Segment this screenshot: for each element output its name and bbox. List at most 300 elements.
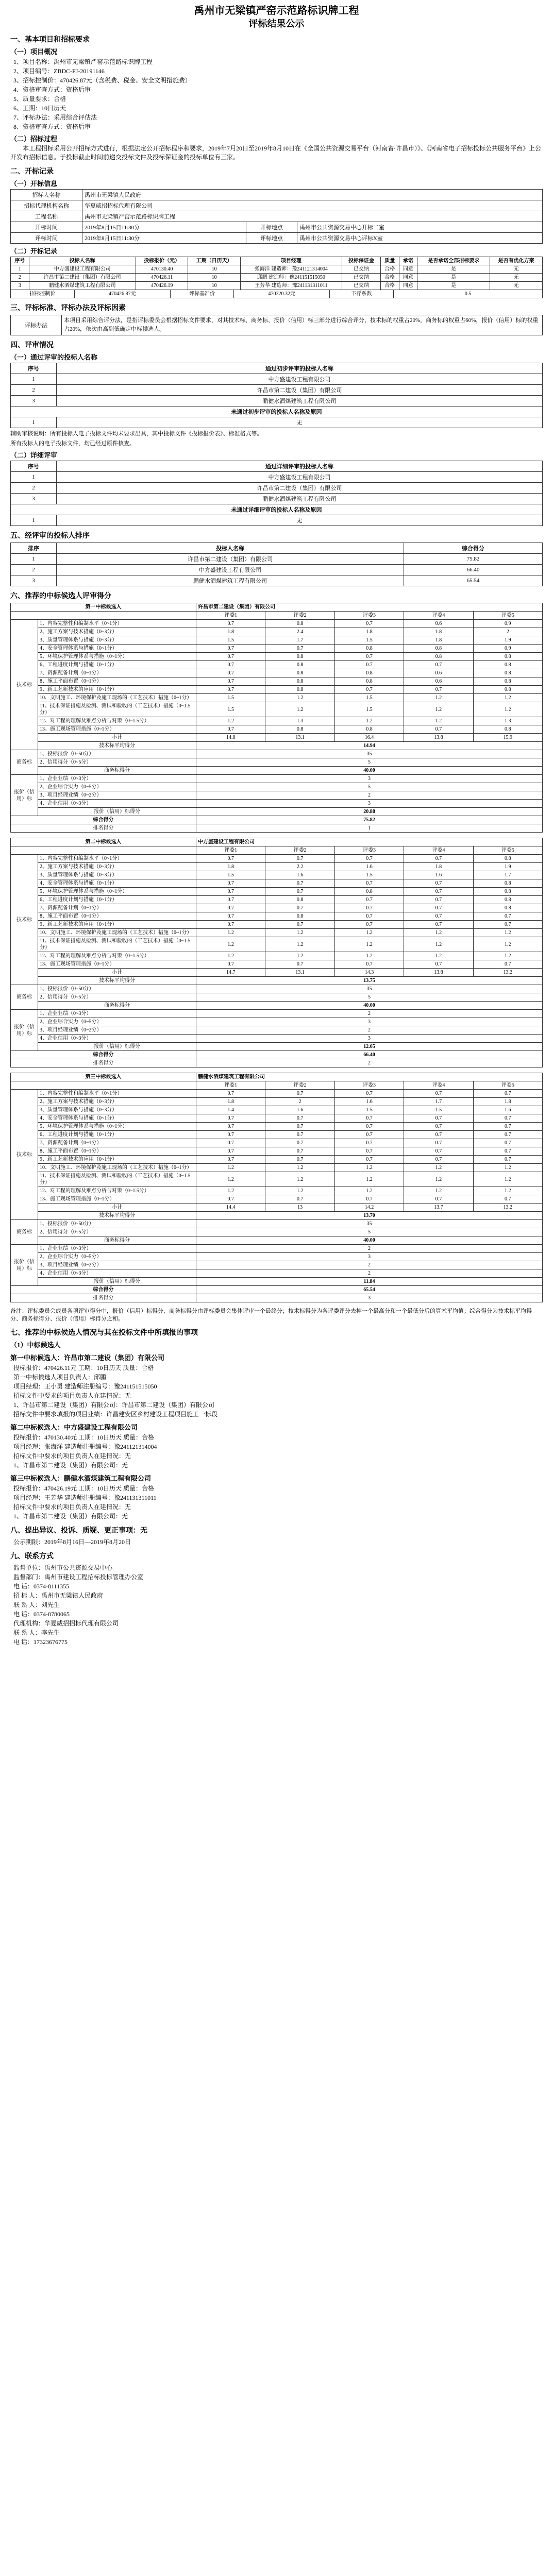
col-header: 通过初步评审的投标人名称 bbox=[57, 363, 543, 374]
score-cell: 0.7 bbox=[196, 921, 265, 929]
table-cell: 鹏健水酒煤建筑工程有限公司 bbox=[29, 282, 136, 290]
score-cell: 0.7 bbox=[196, 669, 265, 677]
judge-col-header: 评委5 bbox=[473, 1081, 542, 1090]
tech-total-label: 技术标平均得分 bbox=[38, 977, 196, 985]
candidate-title: 第三中标候选人：鹏健水酒煤建筑工程有限公司 bbox=[10, 1475, 152, 1482]
benchmark-price-label: 评标基准价 bbox=[170, 290, 234, 298]
tech-total-label: 技术标平均得分 bbox=[38, 1212, 196, 1220]
score-cell: 0.7 bbox=[404, 1131, 473, 1139]
score-cell: 0.7 bbox=[404, 960, 473, 969]
blank-cell bbox=[11, 846, 196, 855]
score-row bbox=[11, 1147, 543, 1156]
score-cell: 1.2 bbox=[404, 717, 473, 725]
score-cell: 0.7 bbox=[265, 1195, 334, 1204]
rank-value: 3 bbox=[196, 1294, 543, 1302]
score-cell: 1.2 bbox=[404, 694, 473, 702]
col-header: 投标报价（元） bbox=[136, 257, 188, 265]
score-cell: 0.7 bbox=[404, 879, 473, 888]
evaluation-method-table bbox=[10, 315, 543, 335]
score-cell: 1.2 bbox=[473, 694, 542, 702]
score-cell: 0.7 bbox=[404, 912, 473, 921]
score-cell: 0.7 bbox=[334, 904, 404, 912]
table-cell: 无 bbox=[490, 282, 543, 290]
table-cell: 3 bbox=[11, 494, 57, 504]
score-row bbox=[11, 1010, 543, 1018]
criterion-label: 2、信用得分（0~5分） bbox=[38, 1228, 196, 1236]
score-cell: 0.7 bbox=[265, 645, 334, 653]
criterion-label: 7、资源配备计划（0~1分） bbox=[38, 669, 196, 677]
blank-cell bbox=[11, 612, 196, 620]
score-cell: 1.2 bbox=[404, 952, 473, 960]
score-row bbox=[11, 636, 543, 645]
score-cell: 2 bbox=[196, 1010, 543, 1018]
score-cell: 0.9 bbox=[473, 620, 542, 628]
score-row bbox=[11, 702, 543, 717]
table-cell: 1 bbox=[11, 472, 57, 483]
score-cell: 1.2 bbox=[265, 952, 334, 960]
score-cell: 1.6 bbox=[265, 1106, 334, 1114]
criterion-label: 2、信用得分（0~5分） bbox=[38, 993, 196, 1002]
opening-info-table bbox=[10, 189, 543, 244]
overview-line: 6、工期：10日历天 bbox=[13, 105, 66, 112]
table-cell: 邱鹏 建造师：豫241151515050 bbox=[240, 274, 342, 282]
tech-total-value: 13.70 bbox=[196, 1212, 543, 1220]
score-row bbox=[11, 1156, 543, 1164]
criterion-label: 2、信用得分（0~5分） bbox=[38, 758, 196, 767]
candidate-rank-label: 第二中标候选人 bbox=[11, 838, 196, 846]
criterion-label: 1、投标报价（0~50分） bbox=[38, 1220, 196, 1228]
info-value: 禹州市无梁镇严窑示范路标识牌工程 bbox=[82, 211, 543, 222]
score-cell: 1.7 bbox=[265, 636, 334, 645]
score-cell: 0.8 bbox=[404, 653, 473, 661]
table-cell: 无 bbox=[490, 274, 543, 282]
score-cell: 1.5 bbox=[334, 871, 404, 879]
score-cell: 0.7 bbox=[196, 855, 265, 863]
score-cell: 0.7 bbox=[196, 1090, 265, 1098]
score-cell: 0.7 bbox=[404, 904, 473, 912]
score-cell: 0.7 bbox=[404, 1147, 473, 1156]
col-header: 质量 bbox=[380, 257, 399, 265]
criterion-label: 6、工程进度计划与措施（0~1分） bbox=[38, 661, 196, 669]
score-row bbox=[11, 879, 543, 888]
score-cell: 1.2 bbox=[473, 1187, 542, 1195]
score-cell: 0.7 bbox=[404, 1114, 473, 1123]
score-row bbox=[11, 1261, 543, 1269]
criterion-label: 2、企业综合实力（0~5分） bbox=[38, 1018, 196, 1026]
score-cell: 0.8 bbox=[265, 912, 334, 921]
score-cell: 1.2 bbox=[404, 1187, 473, 1195]
score-cell: 0.7 bbox=[334, 855, 404, 863]
table-cell: 王芳华 建造师：豫241131311011 bbox=[240, 282, 342, 290]
score-cell: 1.3 bbox=[265, 717, 334, 725]
score-cell: 1.2 bbox=[404, 1164, 473, 1172]
score-cell: 0.7 bbox=[404, 661, 473, 669]
judge-col-header: 评委3 bbox=[334, 846, 404, 855]
criterion-label: 3、质量管理体系与措施（0~3分） bbox=[38, 871, 196, 879]
score-cell: 1.5 bbox=[334, 636, 404, 645]
col-header: 投标人名称 bbox=[57, 543, 404, 554]
table-cell: 66.40 bbox=[404, 565, 543, 575]
table-cell: 470426.19 bbox=[136, 282, 188, 290]
score-cell: 0.7 bbox=[265, 1147, 334, 1156]
info-label: 开标时间 bbox=[11, 222, 82, 233]
subtotal-cell: 15.9 bbox=[473, 734, 542, 742]
score-row bbox=[11, 952, 543, 960]
score-cell: 0.7 bbox=[196, 677, 265, 686]
score-cell: 35 bbox=[196, 750, 543, 758]
score-cell: 2 bbox=[196, 791, 543, 800]
score-cell: 1.2 bbox=[473, 952, 542, 960]
score-cell: 0.7 bbox=[265, 1114, 334, 1123]
candidate-detail-line: 第一中标候选人项目负责人：邱鹏 bbox=[13, 1374, 107, 1381]
score-cell: 1.2 bbox=[196, 1172, 265, 1187]
credit-total-value: 11.84 bbox=[196, 1278, 543, 1286]
criterion-label: 11、技术保证措施及检测、测试和验收的（工艺技术）措施（0~1.5分） bbox=[38, 937, 196, 952]
score-cell: 1.2 bbox=[334, 1164, 404, 1172]
score-cell: 0.7 bbox=[196, 645, 265, 653]
criterion-label: 3、质量管理体系与措施（0~3分） bbox=[38, 1106, 196, 1114]
contact-line: 联 系 人：李先生 bbox=[13, 1629, 60, 1636]
score-cell: 0.8 bbox=[404, 645, 473, 653]
score-cell: 1.6 bbox=[404, 871, 473, 879]
score-cell: 0.7 bbox=[473, 1139, 542, 1147]
score-cell: 1.2 bbox=[334, 952, 404, 960]
candidate-1-detail bbox=[10, 1352, 543, 1419]
candidate-detail-line: 招标文件中要求的项目负责人在建情况：无 bbox=[13, 1392, 131, 1399]
table-cell: 1 bbox=[11, 554, 57, 565]
biz-total-value: 40.00 bbox=[196, 1236, 543, 1245]
score-footnote: 备注：评标委员会成员各项评审得分中，报价（信用）标得分、商务标得分由评标委员会集体评审一个最终分；技术标得分为各评委评分去掉一个最高分和一个最低分后的算术平均值；综合得分为技术标平均得分、商务标得分、报价（信用）标得分之和。 bbox=[10, 1308, 532, 1322]
score-cell: 0.7 bbox=[334, 1131, 404, 1139]
rank-value: 1 bbox=[196, 824, 543, 833]
biz-total-label: 商务标得分 bbox=[38, 1002, 196, 1010]
criterion-label: 8、施工平面布置（0~1分） bbox=[38, 1147, 196, 1156]
contact-line: 电 话：0374-8780065 bbox=[13, 1611, 70, 1618]
score-cell: 0.7 bbox=[196, 1195, 265, 1204]
score-cell: 0.7 bbox=[404, 888, 473, 896]
score-row bbox=[11, 758, 543, 767]
table-cell: 中方盛建设工程有限公司 bbox=[29, 265, 136, 274]
score-cell: 2 bbox=[196, 1245, 543, 1253]
contact-line: 代理机构：华夏威招招标代理有限公司 bbox=[13, 1620, 119, 1627]
table-cell: 2 bbox=[11, 274, 29, 282]
score-cell: 0.7 bbox=[196, 1156, 265, 1164]
score-cell: 0.7 bbox=[473, 1090, 542, 1098]
table-row bbox=[11, 554, 543, 565]
criterion-label: 4、安全管理体系与措施（0~1分） bbox=[38, 645, 196, 653]
score-row bbox=[11, 855, 543, 863]
section-heading: 二、开标记录 bbox=[10, 168, 54, 176]
score-cell: 5 bbox=[196, 993, 543, 1002]
score-row bbox=[11, 937, 543, 952]
candidate-detail-line: 投标报价：470130.40元 工期：10日历天 质量：合格 bbox=[13, 1434, 155, 1441]
score-cell: 1.2 bbox=[265, 694, 334, 702]
table-cell: 已交纳 bbox=[342, 282, 380, 290]
score-cell: 0.8 bbox=[473, 855, 542, 863]
col-header: 投标人名称 bbox=[29, 257, 136, 265]
overview-line: 3、招标控制价：470426.87元（含税费、税金、安全文明措施费） bbox=[13, 77, 192, 84]
subtotal-cell: 14.8 bbox=[196, 734, 265, 742]
score-cell: 1.2 bbox=[334, 937, 404, 952]
biz-total-value: 40.00 bbox=[196, 767, 543, 775]
criterion-label: 3、项目经理业绩（0~2分） bbox=[38, 1261, 196, 1269]
score-cell: 1.2 bbox=[265, 702, 334, 717]
table-cell: 1 bbox=[11, 417, 57, 428]
control-price-label: 招标控制价 bbox=[11, 290, 75, 298]
score-cell: 0.8 bbox=[473, 669, 542, 677]
subsection-heading: （一）开标信息 bbox=[10, 180, 58, 188]
score-cell: 1.5 bbox=[196, 636, 265, 645]
table-cell: 同意 bbox=[399, 265, 417, 274]
judge-col-header: 评委3 bbox=[334, 1081, 404, 1090]
score-cell: 1.8 bbox=[404, 636, 473, 645]
score-row bbox=[11, 921, 543, 929]
candidate-rank-label: 第三中标候选人 bbox=[11, 1073, 196, 1081]
table-row bbox=[11, 282, 543, 290]
subsection-heading: （一）通过评审的投标人名称 bbox=[10, 353, 98, 361]
score-cell: 1.2 bbox=[196, 1187, 265, 1195]
score-cell: 0.8 bbox=[265, 661, 334, 669]
score-cell: 0.7 bbox=[265, 855, 334, 863]
candidate-score-table bbox=[10, 1073, 543, 1302]
review-note: 辅助审核说明：所有投标人电子投标文件均未要求出具，其中投标文件《投标报价表》、标准格式等。 bbox=[10, 431, 263, 437]
judge-col-header: 评委4 bbox=[404, 612, 473, 620]
score-cell: 1.8 bbox=[196, 863, 265, 871]
criterion-label: 4、安全管理体系与措施（0~1分） bbox=[38, 1114, 196, 1123]
score-cell: 1.2 bbox=[196, 937, 265, 952]
score-row bbox=[11, 1220, 543, 1228]
candidate-detail-line: 1、许昌市第二建设（集团）有限公司：无 bbox=[13, 1462, 128, 1469]
criterion-label: 2、施工方案与技术措施（0~3分） bbox=[38, 1098, 196, 1106]
score-cell: 0.7 bbox=[265, 879, 334, 888]
credit-total-label: 报价（信用）标得分 bbox=[38, 808, 196, 816]
criterion-label: 10、文明施工、环境保护及施工现场的（工艺技术）措施（0~1分） bbox=[38, 929, 196, 937]
score-cell: 0.7 bbox=[265, 1156, 334, 1164]
score-cell: 1.2 bbox=[404, 937, 473, 952]
criterion-label: 6、工程进度计划与措施（0~1分） bbox=[38, 1131, 196, 1139]
score-cell: 0.7 bbox=[196, 661, 265, 669]
score-cell: 3 bbox=[196, 1253, 543, 1261]
score-cell: 3 bbox=[196, 775, 543, 783]
credit-total-label: 报价（信用）标得分 bbox=[38, 1278, 196, 1286]
score-cell: 1.2 bbox=[404, 702, 473, 717]
info-value: 禹州市无梁镇人民政府 bbox=[82, 190, 543, 200]
score-row bbox=[11, 620, 543, 628]
score-cell: 0.8 bbox=[334, 645, 404, 653]
score-cell: 3 bbox=[196, 800, 543, 808]
judge-header-row bbox=[11, 846, 543, 855]
table-row bbox=[11, 494, 543, 504]
subtotal-cell: 13.2 bbox=[473, 969, 542, 977]
table-cell: 75.82 bbox=[404, 554, 543, 565]
table-cell: 同意 bbox=[399, 274, 417, 282]
credit-total-row bbox=[11, 1278, 543, 1286]
subtotal-cell: 13 bbox=[265, 1204, 334, 1212]
score-cell: 0.7 bbox=[196, 1131, 265, 1139]
section-heading: 九、联系方式 bbox=[10, 1553, 54, 1561]
criterion-label: 3、项目经理业绩（0~2分） bbox=[38, 791, 196, 800]
credit-total-row bbox=[11, 808, 543, 816]
score-cell: 0.7 bbox=[196, 653, 265, 661]
score-cell: 0.7 bbox=[404, 921, 473, 929]
score-cell: 0.7 bbox=[196, 686, 265, 694]
score-cell: 0.8 bbox=[334, 888, 404, 896]
info-value: 华夏威招招标代理有限公司 bbox=[82, 200, 543, 211]
rank-label: 排名得分 bbox=[11, 1059, 196, 1067]
score-cell: 1.8 bbox=[404, 863, 473, 871]
score-row bbox=[11, 1018, 543, 1026]
score-cell: 0.8 bbox=[334, 725, 404, 734]
overview-line: 7、评标办法：采用综合评估法 bbox=[13, 114, 97, 121]
subsection-heading: （二）招标过程 bbox=[10, 135, 58, 143]
col-header: 承诺 bbox=[399, 257, 417, 265]
biz-total-row bbox=[11, 1002, 543, 1010]
table-cell: 2 bbox=[11, 565, 57, 575]
score-cell: 0.7 bbox=[334, 1139, 404, 1147]
score-cell: 0.7 bbox=[404, 686, 473, 694]
score-total-value: 75.82 bbox=[196, 816, 543, 824]
candidate-header-row bbox=[11, 1073, 543, 1081]
criterion-label: 1、内容完整性和编制水平（0~1分） bbox=[38, 1090, 196, 1098]
col-header: 是否承诺全部招标要求 bbox=[417, 257, 490, 265]
score-cell: 0.7 bbox=[334, 960, 404, 969]
criterion-label: 12、对工程的理解及难点分析与对策（0~1.5分） bbox=[38, 1187, 196, 1195]
rank-value: 2 bbox=[196, 1059, 543, 1067]
criterion-label: 4、安全管理体系与措施（0~1分） bbox=[38, 879, 196, 888]
score-row bbox=[11, 677, 543, 686]
candidate-header-row bbox=[11, 838, 543, 846]
table-cell: 鹏健水酒煤建筑工程有限公司 bbox=[57, 494, 543, 504]
overview-line: 8、资格审查方式：资格后审 bbox=[13, 123, 91, 130]
subtotal-cell: 13.1 bbox=[265, 734, 334, 742]
score-cell: 1.6 bbox=[265, 871, 334, 879]
score-row bbox=[11, 669, 543, 677]
tech-total-label: 技术标平均得分 bbox=[38, 742, 196, 750]
candidate-score-tables bbox=[10, 603, 543, 1302]
score-cell: 0.7 bbox=[265, 888, 334, 896]
rank-row bbox=[11, 1059, 543, 1067]
score-row bbox=[11, 1026, 543, 1035]
biz-total-label: 商务标得分 bbox=[38, 767, 196, 775]
score-cell: 0.7 bbox=[473, 1131, 542, 1139]
candidate-3-detail bbox=[10, 1473, 543, 1521]
score-row bbox=[11, 775, 543, 783]
criterion-label: 4、企业信用（0~3分） bbox=[38, 1035, 196, 1043]
score-cell: 1.8 bbox=[196, 628, 265, 636]
rank-row bbox=[11, 824, 543, 833]
candidate-name: 鹏健水酒煤建筑工程有限公司 bbox=[196, 1073, 543, 1081]
score-cell: 1.9 bbox=[473, 636, 542, 645]
score-cell: 0.8 bbox=[265, 677, 334, 686]
score-cell: 0.7 bbox=[196, 960, 265, 969]
reject-header: 未通过初步评审的投标人名称及原因 bbox=[11, 406, 543, 417]
score-row bbox=[11, 686, 543, 694]
subtotal-cell: 14.3 bbox=[334, 969, 404, 977]
score-total-label: 综合得分 bbox=[11, 816, 196, 824]
table-cell: 470130.40 bbox=[136, 265, 188, 274]
score-cell: 0.7 bbox=[265, 1139, 334, 1147]
overview-line: 1、项目名称：禹州市无梁镇严窑示范路标识牌工程 bbox=[13, 58, 153, 65]
score-cell: 2 bbox=[196, 1269, 543, 1278]
score-row bbox=[11, 725, 543, 734]
criterion-label: 1、企业业绩（0~3分） bbox=[38, 1010, 196, 1018]
tech-label: 技术标 bbox=[11, 1090, 38, 1220]
score-cell: 2.2 bbox=[265, 863, 334, 871]
judge-col-header: 评委2 bbox=[265, 1081, 334, 1090]
score-cell: 0.7 bbox=[473, 1156, 542, 1164]
criterion-label: 12、对工程的理解及难点分析与对策（0~1.5分） bbox=[38, 717, 196, 725]
score-row bbox=[11, 1245, 543, 1253]
subtotal-label: 小计 bbox=[38, 1204, 196, 1212]
tech-total-row bbox=[11, 1212, 543, 1220]
contact-line: 招 标 人：禹州市无梁镇人民政府 bbox=[13, 1592, 104, 1599]
table-cell: 10 bbox=[188, 282, 241, 290]
info-label: 评标地点 bbox=[246, 233, 297, 244]
tech-total-row bbox=[11, 977, 543, 985]
subtotal-cell: 13.2 bbox=[473, 1204, 542, 1212]
score-cell: 3 bbox=[196, 1035, 543, 1043]
score-cell: 1.2 bbox=[473, 702, 542, 717]
table-cell: 合格 bbox=[380, 265, 399, 274]
score-cell: 1.3 bbox=[473, 717, 542, 725]
score-row bbox=[11, 1164, 543, 1172]
score-cell: 1.2 bbox=[473, 1172, 542, 1187]
score-cell: 1.5 bbox=[334, 702, 404, 717]
score-cell: 0.7 bbox=[265, 1090, 334, 1098]
score-cell: 2 bbox=[196, 1261, 543, 1269]
section-heading: 三、评标标准、评标办法及评标因素 bbox=[10, 304, 126, 312]
table-cell: 2 bbox=[11, 483, 57, 494]
subsection-heading: （1）中标候选人 bbox=[10, 1341, 61, 1349]
table-row bbox=[11, 396, 543, 406]
score-cell: 0.7 bbox=[265, 904, 334, 912]
score-row bbox=[11, 645, 543, 653]
score-cell: 0.8 bbox=[334, 677, 404, 686]
reject-header: 未通过详细评审的投标人名称及原因 bbox=[11, 504, 543, 515]
table-cell: 1 bbox=[11, 515, 57, 526]
score-cell: 0.8 bbox=[473, 725, 542, 734]
table-row bbox=[11, 265, 543, 274]
subsection-heading: （一）项目概况 bbox=[10, 48, 58, 56]
candidate-name: 中方盛建设工程有限公司 bbox=[196, 838, 543, 846]
score-cell: 0.7 bbox=[473, 960, 542, 969]
score-row bbox=[11, 783, 543, 791]
biz-label: 商务标 bbox=[11, 985, 38, 1010]
score-cell: 2 bbox=[473, 628, 542, 636]
subtotal-row bbox=[11, 1204, 543, 1212]
score-cell: 1.2 bbox=[473, 937, 542, 952]
judge-col-header: 评委1 bbox=[196, 1081, 265, 1090]
blank-cell bbox=[11, 1081, 196, 1090]
criterion-label: 3、项目经理业绩（0~2分） bbox=[38, 1026, 196, 1035]
score-cell: 0.7 bbox=[196, 1123, 265, 1131]
criterion-label: 1、内容完整性和编制水平（0~1分） bbox=[38, 620, 196, 628]
score-cell: 1.2 bbox=[334, 1187, 404, 1195]
rank-label: 排名得分 bbox=[11, 1294, 196, 1302]
score-cell: 1.8 bbox=[196, 1098, 265, 1106]
score-cell: 1.2 bbox=[265, 1172, 334, 1187]
score-cell: 35 bbox=[196, 985, 543, 993]
biz-total-label: 商务标得分 bbox=[38, 1236, 196, 1245]
score-cell: 1.2 bbox=[404, 1172, 473, 1187]
score-cell: 1.2 bbox=[265, 1187, 334, 1195]
biz-total-value: 40.00 bbox=[196, 1002, 543, 1010]
criterion-label: 12、对工程的理解及难点分析与对策（0~1.5分） bbox=[38, 952, 196, 960]
criterion-label: 11、技术保证措施及检测、测试和验收的（工艺技术）措施（0~1.5分） bbox=[38, 1172, 196, 1187]
col-header: 综合得分 bbox=[404, 543, 543, 554]
score-row bbox=[11, 1123, 543, 1131]
candidate-detail-line: 项目经理：王小勇 建造师注册编号：豫241151515050 bbox=[13, 1383, 157, 1390]
